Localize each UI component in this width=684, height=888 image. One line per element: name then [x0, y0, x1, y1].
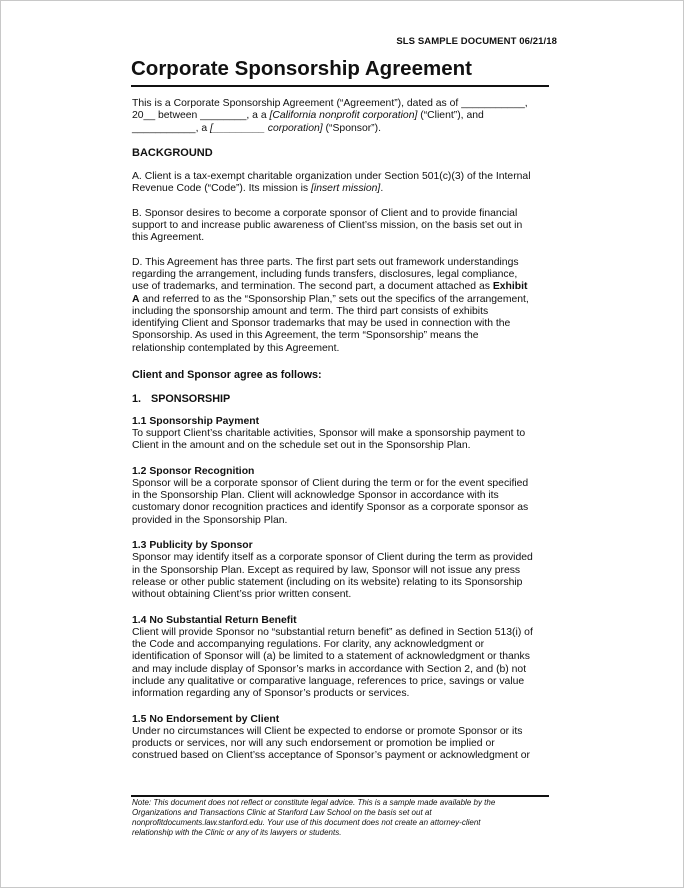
background-heading: BACKGROUND	[132, 146, 213, 159]
intro-line: This is a Corporate Sponsorship Agreement (“Agreement”), dated as of ___________,	[132, 98, 528, 109]
subsection-text	[132, 478, 549, 527]
text-line: Sponsor may identify itself as a corporate sponsor of Client during the term as provided	[132, 552, 533, 564]
background-paragraph-a: A. Client is a tax-exempt charitable organization under Section 501(c)(3) of the Internal Revenue Code (“Code”). Its mission is [insert mission].	[132, 171, 531, 195]
subsection-heading: 1.3 Publicity by Sponsor	[132, 540, 253, 552]
footer-disclaimer	[132, 798, 550, 838]
section-1-heading: 1. SPONSORSHIP	[132, 393, 231, 406]
intro-line: ___________, a [_________ corporation] (“Sponsor”).	[132, 122, 381, 134]
document-body	[132, 98, 549, 776]
text-line: including the sponsorship amount and term. The third part consists of exhibits	[132, 305, 489, 317]
text-line: this Agreement.	[132, 232, 205, 244]
agreement-heading: Client and Sponsor agree as follows:	[132, 369, 322, 382]
subsection-text	[132, 552, 549, 601]
text-line: in the Sponsorship Plan. Except as required by law, Sponsor will not issue any press	[132, 564, 521, 576]
text-line: identification of Sponsor will (a) be limited to a statement of acknowledgment or thanks	[132, 651, 530, 663]
intro-line: 20__ between ________, a a [California nonprofit corporation] (“Client”), and	[132, 110, 484, 122]
text-line: D. This Agreement has three parts. The first part sets out framework understandings	[132, 256, 519, 268]
subsection-text	[132, 726, 549, 763]
text-line: information regarding any of Sponsor’s products or services.	[132, 688, 410, 700]
text-line: nonprofitdocuments.law.stanford.edu. Your use of this document does not create an attorney-client	[132, 818, 481, 827]
text-line: identifying Client and Sponsor trademarks that may be used in connection with the	[132, 318, 511, 330]
subsection-heading: 1.1 Sponsorship Payment	[132, 415, 260, 427]
text-line: and may include display of Sponsor’s marks in accordance with Section 2, and (b) not	[132, 663, 527, 675]
page-title: Corporate Sponsorship Agreement	[131, 57, 472, 80]
subsection-heading: 1.4 No Substantial Return Benefit	[132, 614, 297, 626]
text-line: Client in the amount and on the schedule set out in the Sponsorship Plan.	[132, 440, 471, 452]
text-line: Organizations and Transactions Clinic at Stanford Law School on the basis set out at	[132, 808, 432, 817]
text-line: in the Sponsorship Plan. Client will acknowledge Sponsor in accordance with its	[132, 490, 499, 502]
subsection-1-3	[132, 540, 549, 601]
background-paragraph-d: D. This Agreement has three parts. The first part sets out framework understandings regarding the arrangement, including funds transfers, disclosures, legal compliance, use of trademarks, and termination. The second part, a document attached as Exhibit A and referred to as the “Sponsorship Plan,” sets out the specifics of the arrangement, including the sponsorship amount and term. The third part consists of exhibits identifying Client and Sponsor trademarks that may be used in connection with the Sponsorship. As used in this Agreement, the term “Sponsorship” means the relationship contemplated by this Agreement.	[132, 256, 529, 354]
text-line: construed based on Client’ss acceptance of Sponsor’s payment or acknowledgment or	[132, 750, 530, 762]
subsection-heading: 1.2 Sponsor Recognition	[132, 465, 255, 477]
text-line: regarding the arrangement, including funds transfers, disclosures, legal compliance,	[132, 268, 518, 280]
text-line: B. Sponsor desires to become a corporate sponsor of Client and to provide financial	[132, 207, 518, 219]
text-line: support to and increase public awareness of Client’ss mission, on the basis set out in	[132, 220, 523, 232]
subsection-text	[132, 428, 549, 453]
text-line: Note: This document does not reflect or constitute legal advice. This is a sample made available by the	[132, 798, 496, 807]
text-line: Sponsor will be a corporate sponsor of Client during the term or for the event specified	[132, 477, 529, 489]
footer-divider	[131, 795, 549, 797]
text-line: provided in the Sponsorship Plan.	[132, 514, 288, 526]
text-line: Sponsorship. As used in this Agreement, the term “Sponsorship” means the	[132, 330, 479, 342]
subsection-1-4	[132, 615, 549, 701]
intro-paragraph	[132, 98, 549, 135]
subsection-1-2	[132, 466, 549, 527]
document-header-tag: SLS SAMPLE DOCUMENT 06/21/18	[396, 36, 557, 47]
text-line: include any qualitative or comparative language, references to price, savings or value	[132, 675, 525, 687]
text-line: customary donor recognition practices and identify Sponsor as a corporate sponsor as	[132, 502, 529, 514]
subsection-1-1	[132, 416, 549, 453]
background-paragraph-b	[132, 208, 549, 245]
text-line: the Code and accompanying regulations. For clarity, any acknowledgment or	[132, 639, 485, 651]
text-line: Client will provide Sponsor no “substantial return benefit” as defined in Section 513(i) of	[132, 626, 533, 638]
text-line: products or services, nor will any such endorsement or promotion be implied or	[132, 738, 495, 750]
text-line: To support Client’ss charitable activities, Sponsor will make a sponsorship payment to	[132, 427, 526, 439]
text-line: release or other public statement (including on its website) relating to its Sponsorship	[132, 576, 523, 588]
text-line: Under no circumstances will Client be expected to endorse or promote Sponsor or its	[132, 725, 523, 737]
text-line: relationship with the Clinic or any of its lawyers or students.	[132, 828, 342, 837]
title-divider	[131, 85, 549, 87]
subsection-1-5	[132, 714, 549, 763]
subsection-heading: 1.5 No Endorsement by Client	[132, 713, 280, 725]
text-line: relationship contemplated by this Agreement.	[132, 342, 340, 354]
subsection-text	[132, 627, 549, 701]
text-line: without obtaining Client’ss prior written consent.	[132, 589, 352, 601]
